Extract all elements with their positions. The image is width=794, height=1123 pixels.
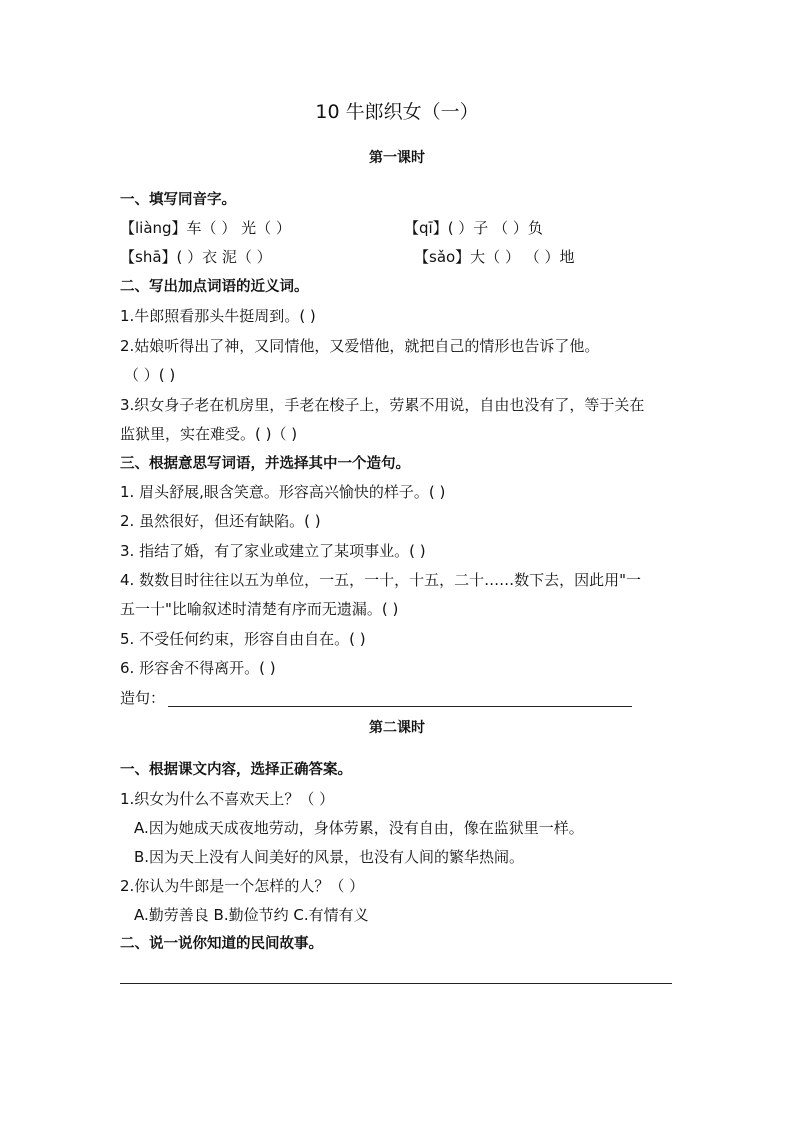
l2-section1-title: 一、根据课文内容，选择正确答案。 [120,762,352,778]
page-title: 10 牛郎织女（一） [315,101,479,123]
synonym-q1: 1.牛郎照看那头牛挺周到。( ) [120,307,316,325]
sentence-label: 造句： [120,689,166,707]
meaning-2: 2. 虽然很好，但还有缺陷。( ) [120,512,321,530]
choice-q1-option-a: A.因为她成天成夜地劳动，身体劳累，没有自由，像在监狱里一样。 [134,819,584,837]
sentence-answer-line [168,706,632,707]
meaning-4-line1: 4. 数数目时往往以五为单位，一五，一十，十五，二十……数下去，因此用"一 [120,571,641,589]
meaning-4-line2: 五一十"比喻叙述时清楚有序而无遗漏。( ) [120,600,399,618]
l1-section3-title: 三、根据意思写词语，并选择其中一个造句。 [120,456,410,472]
homophone-sha: 【shā】( ）衣 泥（ ） [120,248,272,266]
l1-section2-title: 二、写出加点词语的近义词。 [120,279,309,295]
homophone-sao: 【sǎo】大（ ） （ ）地 [414,248,575,266]
meaning-1: 1. 眉头舒展,眼含笑意。形容高兴愉快的样子。( ) [120,483,446,501]
meaning-5: 5. 不受任何约束，形容自由自在。( ) [120,630,366,648]
lesson1-heading: 第一课时 [369,150,425,166]
meaning-3: 3. 指结了婚，有了家业或建立了某项事业。( ) [120,542,426,560]
synonym-q3-line1: 3.织女身子老在机房里，手老在梭子上，劳累不用说，自由也没有了，等于关在 [120,396,645,414]
synonym-q3-line2: 监狱里，实在难受。( )（ ) [120,425,298,443]
lesson2-heading: 第二课时 [369,720,425,736]
homophone-liang: 【liàng】车（ ） 光（ ） [120,219,291,237]
choice-q1: 1.织女为什么不喜欢天上？（ ） [120,790,335,808]
choice-q1-option-b: B.因为天上没有人间美好的风景，也没有人间的繁华热闹。 [134,848,525,866]
homophone-qi: 【qī】( ）子 （ ）负 [404,219,543,237]
meaning-6: 6. 形容舍不得离开。( ) [120,659,276,677]
synonym-q2-line2: （ ）( ) [124,366,176,384]
synonym-q2-line1: 2.姑娘听得出了神，又同情他，又爱惜他，就把自己的情形也告诉了他。 [120,337,600,355]
choice-q2-options: A.勤劳善良 B.勤俭节约 C.有情有义 [134,906,369,924]
l2-section2-title: 二、说一说你知道的民间故事。 [120,936,323,952]
choice-q2: 2.你认为牛郎是一个怎样的人？（ ） [120,877,365,895]
l1-section1-title: 一、填写同音字。 [120,192,236,208]
story-answer-line [120,983,672,984]
